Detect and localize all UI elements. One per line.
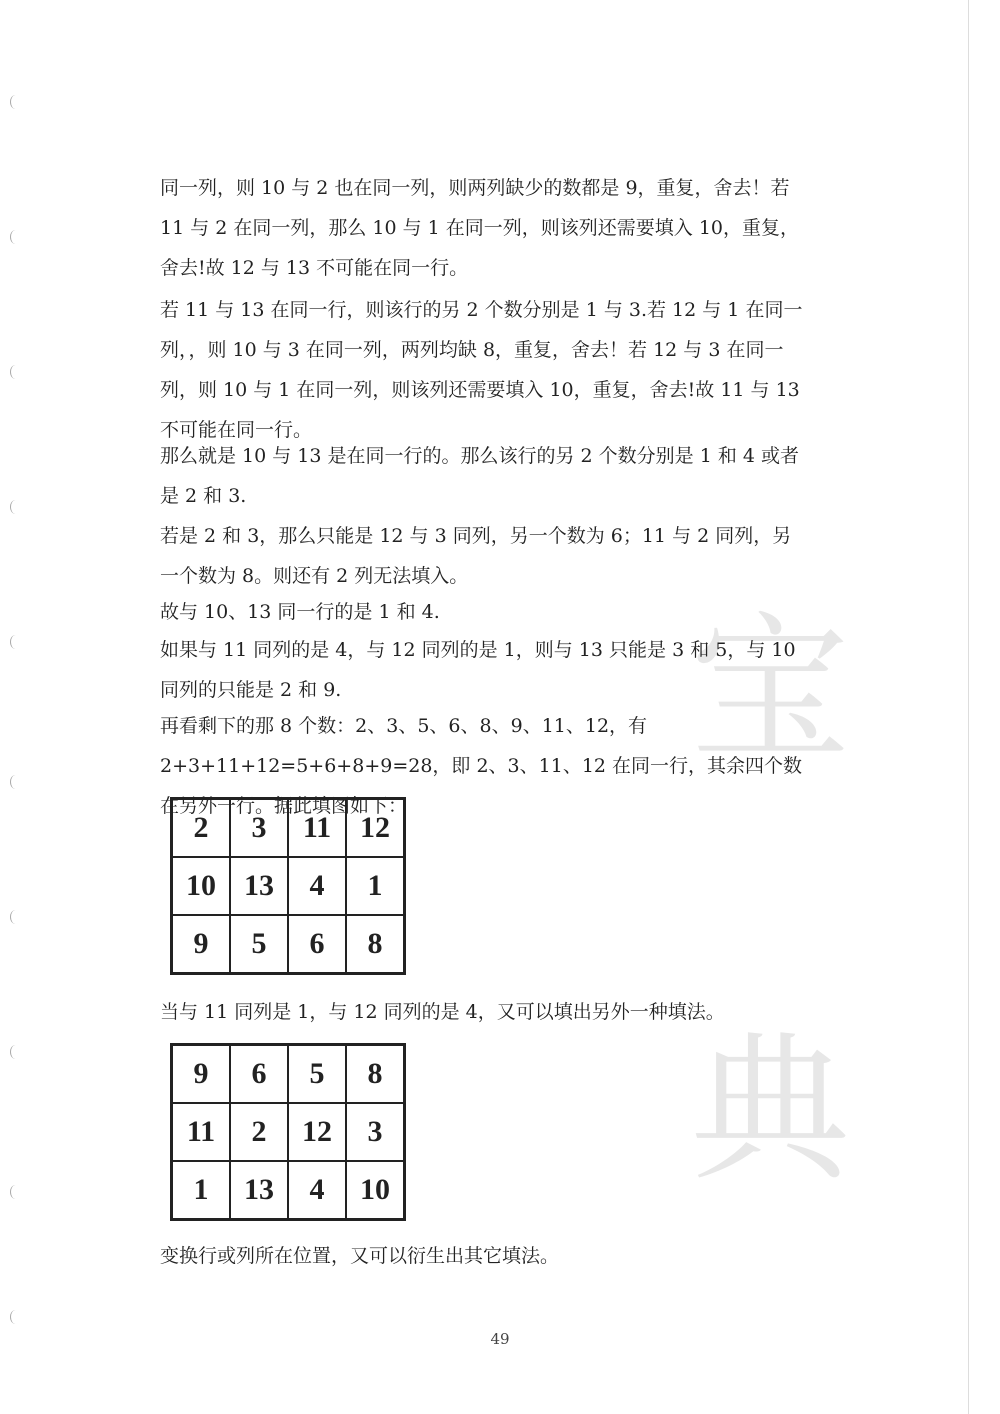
binder-hole [10,230,21,244]
watermark-char: 宝 [690,596,851,783]
grid-cell: 8 [346,915,404,973]
binder-holes [10,90,30,1350]
grid-cell: 10 [346,1161,404,1219]
grid-cell: 8 [346,1045,404,1103]
closing-paragraph: 变换行或列所在位置，又可以衍生出其它填法。 [160,1245,560,1267]
grid-cell: 1 [172,1161,230,1219]
scan-edge-line [968,0,969,1414]
grid-cell: 11 [288,799,346,857]
paragraph: 故与 10、13 同一行的是 1 和 4. [160,601,440,623]
binder-hole [10,775,21,789]
grid-cell: 5 [230,915,288,973]
grid-cell: 9 [172,1045,230,1103]
paragraph: 那么就是 10 与 13 是在同一行的。那么该行的另 2 个数分别是 1 和 4 或者是 2 和 3. [160,445,800,507]
grid-cell: 6 [288,915,346,973]
binder-hole [10,635,21,649]
grid-cell: 5 [288,1045,346,1103]
grid-cell: 1 [346,857,404,915]
grid-cell: 9 [172,915,230,973]
binder-hole [10,1185,21,1199]
watermark-char: 典 [690,1016,851,1203]
grid-cell: 2 [230,1103,288,1161]
paragraph: 若 11 与 13 在同一行，则该行的另 2 个数分别是 1 与 3.若 12 与 1 在同一列，，则 10 与 3 在同一列，两列均缺 8，重复，舍去！若 12 与 3 在同一列，则 10 与 1 在同一列，则该列还需要填入 10，重复，舍去!故 11 与 13 不可能在同一行。 [160,299,803,441]
grid-cell: 2 [172,799,230,857]
binder-hole [10,1310,21,1324]
paragraph: 再看剩下的那 8 个数：2、3、5、6、8、9、11、12，有 2+3+11+12=5+6+8+9=28，即 2、3、11、12 在同一行，其余四个数在另外一行。据此填图如下： [160,715,803,817]
number-grid-2 [170,1043,406,1221]
grid-cell: 12 [346,799,404,857]
binder-hole [10,1045,21,1059]
caption: 当与 11 同列是 1，与 12 同列的是 4，又可以填出另外一种填法。 [160,1001,725,1023]
grid-cell: 11 [172,1103,230,1161]
binder-hole [10,365,21,379]
grid-cell: 13 [230,1161,288,1219]
binder-hole [10,910,21,924]
grid-cell: 3 [346,1103,404,1161]
binder-hole [10,95,21,109]
grid-cell: 10 [172,857,230,915]
paragraph: 若是 2 和 3，那么只能是 12 与 3 同列，另一个数为 6；11 与 2 同列，另一个数为 8。则还有 2 列无法填入。 [160,525,792,587]
binder-hole [10,500,21,514]
page-number: 49 [490,1330,510,1348]
grid-cell: 4 [288,1161,346,1219]
number-grid-1 [170,797,406,975]
paragraph: 同一列，则 10 与 2 也在同一列，则两列缺少的数都是 9，重复，舍去！若 11 与 2 在同一列，那么 10 与 1 在同一列，则该列还需要填入 10，重复，舍去!故 12 与 13 不可能在同一行。 [160,177,800,279]
grid-cell: 6 [230,1045,288,1103]
grid-cell: 4 [288,857,346,915]
grid-cell: 12 [288,1103,346,1161]
grid-cell: 13 [230,857,288,915]
paragraph: 如果与 11 同列的是 4，与 12 同列的是 1，则与 13 只能是 3 和 5，与 10 同列的只能是 2 和 9. [160,639,796,701]
grid-cell: 3 [230,799,288,857]
